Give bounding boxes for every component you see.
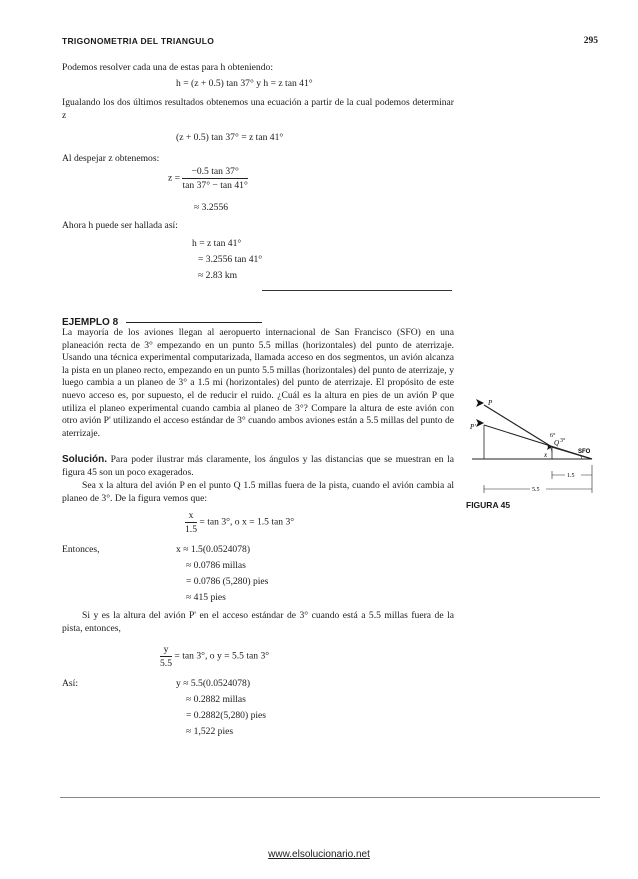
y-line-2: ≈ 0.2882 millas: [186, 694, 246, 705]
label-6-degrees: 6°: [550, 433, 556, 439]
equation-h-pair: h = (z + 0.5) tan 37° y h = z tan 41°: [176, 78, 313, 89]
x-equation-rest: = tan 3°, o x = 1.5 tan 3°: [199, 516, 295, 528]
label-1-5: 1.5: [567, 473, 575, 479]
solution-text-3: Si y es la altura del avión P' en el acceso estándar de 3° cuando está a 5.5 millas fuera de la pista, entonces,: [62, 610, 454, 634]
z-denominator: tan 37° − tan 41°: [182, 180, 248, 191]
intro-paragraph-4: Ahora h puede ser hallada así:: [62, 220, 178, 231]
h-line-2: = 3.2556 tan 41°: [198, 254, 263, 265]
solution-intro: [62, 454, 454, 479]
equation-x: [185, 510, 294, 535]
x-line-4: ≈ 415 pies: [186, 592, 226, 603]
label-p-prime: P': [470, 423, 476, 431]
h-line-1: h = z tan 41°: [192, 238, 242, 249]
example-heading-text: EJEMPLO 8: [62, 317, 119, 328]
x-fraction: [185, 510, 197, 535]
footer-url: [0, 849, 638, 860]
y-denominator: 5.5: [160, 658, 172, 669]
label-q: Q: [554, 439, 560, 447]
y-fraction: [160, 644, 172, 669]
asi-label: Así:: [62, 678, 78, 689]
page-header: [62, 36, 598, 52]
equation-y: [160, 644, 269, 669]
y-line-4: ≈ 1,522 pies: [186, 726, 234, 737]
intro-paragraph-2: Igualando los dos últimos resultados obtenemos una ecuación a partir de la cual podemos determinar z: [62, 97, 454, 121]
label-5-5: 5.5: [532, 487, 540, 493]
z-numerator: −0.5 tan 37°: [182, 166, 247, 179]
y-equation-rest: = tan 3°, o y = 5.5 tan 3°: [174, 650, 270, 662]
h-line-3: ≈ 2.83 km: [198, 270, 238, 281]
equation-z-equal: (z + 0.5) tan 37° = z tan 41°: [176, 132, 284, 143]
example-body: La mayoría de los aviones llegan al aeropuerto internacional de San Francisco (SFO) en una planeación recta de 3° empezando en un punto 5.5 millas (horizontales) del punto de aterrizaje. Usando una técnica experimental computarizada, llamada acceso en dos segmentos, un avión alcanza la pista en un planeo recto, empezando en un punto 5.5 millas (horizontales) del punto de aterrizaje, y luego cambia a un planeo de 3° a 1.5 mi (horizontales) del punto de aterrizaje. El propósito de este nuevo acceso es, por supuesto, el de reducir el ruido. ¿Cuál es la altura en pies de un avión P que utiliza el planeo experimental cuando cambia al planeo de 3°? Compare la altura de este avión con otro avión P' utilizando el acceso estándar de 3° cuando ambos aviones están a 5.5 millas del punto de aterrizaje.: [62, 327, 454, 439]
solution-text-2: Sea x la altura del avión P en el punto Q 1.5 millas fuera de la pista, cuando el avión cambia al planeo de 3°. De la figura vemos que:: [62, 480, 454, 504]
steep-approach-line: [484, 405, 552, 447]
y-line-3: = 0.2882(5,280) pies: [186, 710, 267, 721]
example-heading-rule: [126, 322, 262, 323]
x-line-1: x ≈ 1.5(0.0524078): [176, 544, 251, 555]
entonces-label: Entonces,: [62, 544, 100, 555]
plane-p-icon: [476, 399, 484, 407]
bottom-rule: [60, 797, 600, 798]
figure-caption: FIGURA 45: [466, 500, 511, 510]
example-heading: [62, 312, 262, 326]
solution-label: Solución.: [62, 454, 107, 465]
x-line-3: = 0.0786 (5,280) pies: [186, 576, 269, 587]
y-line-1: y ≈ 5.5(0.0524078): [176, 678, 251, 689]
z-fraction: [182, 166, 247, 191]
figure-45-diagram: [462, 395, 602, 505]
solution-text-1: Para poder ilustrar más claramente, los ángulos y las distancias que se muestran en la figura 45 son un poco exagerados.: [62, 454, 455, 478]
page-number: 295: [583, 36, 598, 46]
label-sfo: SFO: [578, 449, 591, 455]
x-numerator: x: [185, 510, 197, 523]
z-approx: ≈ 3.2556: [194, 202, 229, 213]
intro-paragraph-3: Al despejar z obtenemos:: [62, 153, 160, 164]
x-denominator: 1.5: [185, 524, 197, 535]
footer-link[interactable]: www.elsolucionario.net: [268, 849, 370, 860]
plane-p-prime-icon: [476, 419, 484, 427]
section-divider: [262, 290, 452, 291]
label-x: x: [544, 451, 548, 459]
x-line-2: ≈ 0.0786 millas: [186, 560, 246, 571]
label-3-degrees: 3°: [560, 438, 566, 444]
label-p: P: [488, 399, 493, 407]
equation-z-fraction: [168, 166, 248, 191]
z-lhs: z =: [168, 172, 181, 184]
intro-paragraph-1: Podemos resolver cada una de estas para h obteniendo:: [62, 62, 273, 73]
y-numerator: y: [160, 644, 172, 657]
section-title: TRIGONOMETRIA DEL TRIANGULO: [62, 36, 215, 46]
